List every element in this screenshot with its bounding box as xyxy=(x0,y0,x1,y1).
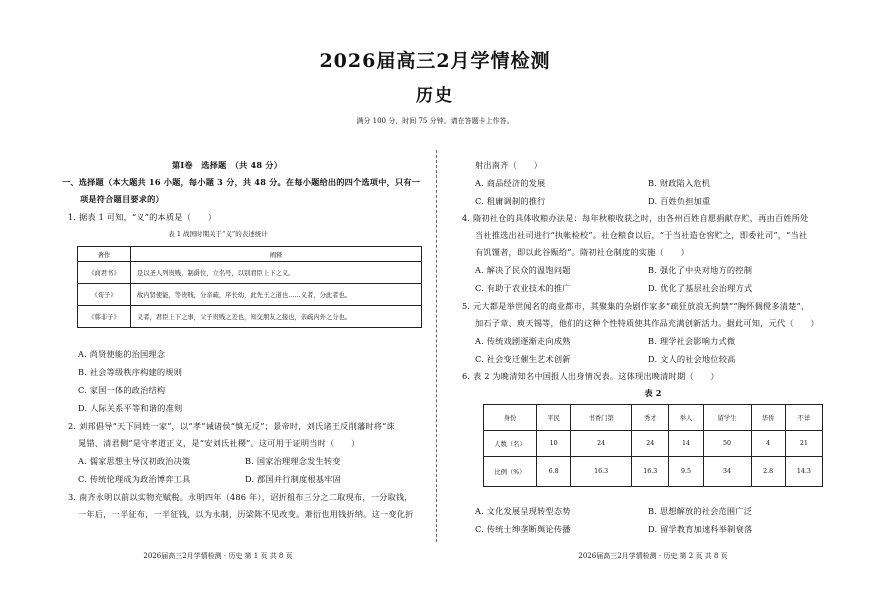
table2-cell: 50 xyxy=(703,431,751,457)
q5-line-1: 5. 元大都是举世闻名的商业都市，其聚集的杂剧作家多“疏狂放浪无拘禁”“胸怀倜傥多清楚”， xyxy=(462,301,810,311)
q6-stem: 6. 表 2 为晚清知名中国报人出身情况表。这体现出晚清时期（ ） xyxy=(462,371,719,381)
table2-cell: 21 xyxy=(785,431,822,457)
table2-header: 华侨 xyxy=(751,405,785,431)
q3-option-a: A. 商品经济的发展 xyxy=(475,178,546,188)
table2-header: 书香门第 xyxy=(571,405,632,431)
table2-cell: 比例（%） xyxy=(484,457,537,487)
table2-header: 举人 xyxy=(669,405,703,431)
table2-header: 平民 xyxy=(537,405,571,431)
table2-cell: 6.8 xyxy=(537,457,571,487)
footer-page-2: 2026届高三2月学情检测 · 历史 第 2 页 共 8 页 xyxy=(578,552,728,560)
q6-option-b: B. 思想解放的社会范围广泛 xyxy=(648,506,753,516)
exam-info: 满分 100 分，时间 75 分钟。请在答题卡上作答。 xyxy=(356,117,514,125)
table1-caption: 表 1 战国时期关于“义”的表述统计 xyxy=(168,230,268,238)
table2-header: 留学生 xyxy=(703,405,751,431)
q5-line-2: 加石子章、庾天锡等，他们的这种个性特质使其作品充满创新活力。据此可知，元代（ ） xyxy=(475,318,819,328)
q1-stem: 1. 据表 1 可知，“义”的本质是（ ） xyxy=(68,212,217,222)
q6-option-c: C. 传统士绅垄断舆论传播 xyxy=(475,524,571,534)
table2-cell: 10 xyxy=(537,431,571,457)
table2-caption: 表 2 xyxy=(644,388,662,398)
q4-option-b: B. 强化了中央对地方的控制 xyxy=(648,265,753,275)
table2-cell: 2.8 xyxy=(751,457,785,487)
q1-option-a: A. 尚贤使能的治国理念 xyxy=(78,349,166,359)
q3-line-2: 一年后，一半征布，一半征钱，以为永制，历梁陈不见改变。萧衍也用钱折纳。这一变化折 xyxy=(78,509,414,519)
instructions-line-1: 一、选择题（本大题共 16 小题，每小题 3 分，共 48 分。在每小题给出的四个选项中，只有一 xyxy=(62,177,421,187)
table-2 xyxy=(483,404,823,487)
table2-cell: 14 xyxy=(669,431,703,457)
table2-header: 秀才 xyxy=(632,405,669,431)
table2-cell: 34 xyxy=(703,457,751,487)
q4-option-a: A. 解决了民众的温饱问题 xyxy=(475,265,571,275)
q5-option-b: B. 理学社会影响力式微 xyxy=(648,336,736,346)
q1-option-d: D. 人际关系平等和谐的准则 xyxy=(78,403,183,413)
footer-page-1: 2026届高三2月学情检测 · 历史 第 1 页 共 8 页 xyxy=(143,552,293,560)
q6-option-a: A. 文化发展呈现转型态势 xyxy=(475,506,571,516)
table1-cell: 义者，君臣上下之事，父子贵贱之差也，知交朋友之接也，亲疏内外之分也。 xyxy=(131,306,422,328)
q4-line-2: 当社推选出社司进行“执帐检校”。社仓粮食以后，“于当社造仓窖贮之，即委社司”，“当社 xyxy=(475,230,808,240)
q3-line-1: 3. 南齐永明以前以实物充赋税。永明四年（486 年），诏折租布三分之二取现布，一分取钱， xyxy=(68,492,413,502)
table1-cell: 是以圣人列贵贱，制爵位，立名号，以别君臣上下之义。 xyxy=(131,262,422,284)
q2-option-d: D. 郡国并行制度根基牢固 xyxy=(245,474,341,484)
q2-line-2: 晁错、清君侧”是守孝道正义，是“安刘氏社稷”。这可用于证明当时（ ） xyxy=(78,438,360,448)
q2-option-a: A. 儒家思想主导汉初政治决策 xyxy=(78,456,191,466)
instructions-line-2: 项是符合题目要求的） xyxy=(80,194,164,204)
q4-line-1: 4. 隋初社仓的具体收粮办法是：每年秋粮收获之时，由各州百姓自愿捐献存贮，再由百姓所处 xyxy=(462,213,809,223)
q3-option-b: B. 财政陷入危机 xyxy=(648,178,711,188)
q5-option-a: A. 传统戏剧逐渐走向成熟 xyxy=(475,336,571,346)
q3-option-c: C. 租庸调制的推行 xyxy=(475,196,546,206)
table2-cell: 24 xyxy=(571,431,632,457)
q5-option-c: C. 社会变迁催生艺术创新 xyxy=(475,354,571,364)
table1-cell: 《商君书》 xyxy=(78,262,131,284)
table1-header-explanation: 阐释 xyxy=(131,247,422,262)
q3-tail: 射出南齐（ ） xyxy=(475,160,543,170)
q4-option-c: C. 有助于农业技术的推广 xyxy=(475,283,571,293)
q3-option-d: D. 百姓负担加重 xyxy=(648,196,711,206)
table2-header: 身份 xyxy=(484,405,537,431)
q5-option-d: D. 文人的社会地位较高 xyxy=(648,354,736,364)
table2-cell: 16.3 xyxy=(571,457,632,487)
q1-option-b: B. 社会等级秩序构建的规则 xyxy=(78,367,183,377)
table2-header: 不详 xyxy=(785,405,822,431)
table1-header-work: 著作 xyxy=(78,247,131,262)
table1-cell: 故内贤使能，等贵贱，分亲疏，序长幼，此先王之道也……义者，分此者也。 xyxy=(131,284,422,306)
q2-option-b: B. 国家治理理念发生转变 xyxy=(245,456,341,466)
exam-title: 2026届高三2月学情检测 xyxy=(319,50,551,72)
table2-cell: 人数（名） xyxy=(484,431,537,457)
page-divider xyxy=(436,150,437,542)
q2-option-c: C. 传统伦理成为政治博弈工具 xyxy=(78,474,191,484)
q4-option-d: D. 优化了基层社会治理方式 xyxy=(648,283,753,293)
q4-line-3: 有饥馑者，即以此谷赈给”。隋初社仓制度的实施（ ） xyxy=(475,247,690,257)
q6-option-d: D. 留学教育加速科举制衰落 xyxy=(648,524,753,534)
table2-cell: 14.3 xyxy=(785,457,822,487)
table-1 xyxy=(77,246,422,328)
subject-title: 历史 xyxy=(416,86,454,106)
table2-cell: 24 xyxy=(632,431,669,457)
table2-cell: 4 xyxy=(751,431,785,457)
q2-line-1: 2. 刘邦倡导“天下同姓一家”，以“孝”诫诸侯“慎无反”；景帝时，刘氏诸王反削藩时将“诛 xyxy=(68,421,395,431)
q1-option-c: C. 家国一体的政治结构 xyxy=(78,385,166,395)
table1-cell: 《韩非子》 xyxy=(78,306,131,328)
table2-cell: 16.3 xyxy=(632,457,669,487)
section-title: 第Ⅰ卷 选择题 （共 48 分） xyxy=(172,160,283,170)
table2-cell: 9.5 xyxy=(669,457,703,487)
table1-cell: 《荀子》 xyxy=(78,284,131,306)
